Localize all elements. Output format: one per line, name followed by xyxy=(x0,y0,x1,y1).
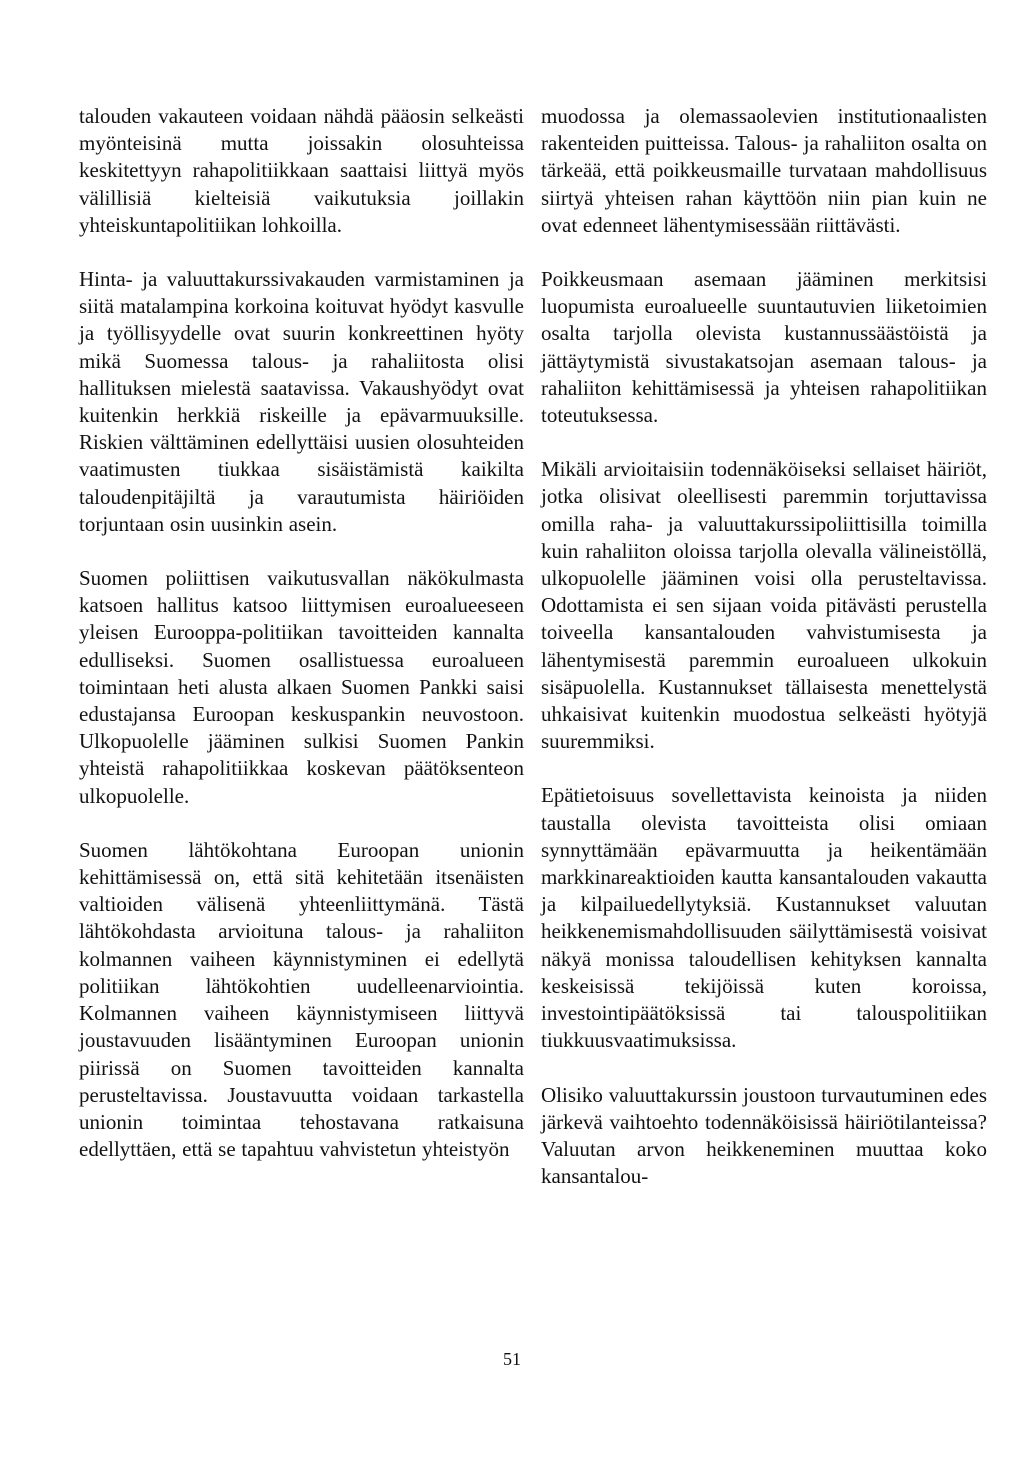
paragraph: Olisiko valuuttakurssin joustoon turvautuminen edes järkevä vaihtoehto todennäköisissä häiriötilanteissa? Valuutan arvon heikkeneminen muuttaa koko kansantalou- xyxy=(541,1082,987,1189)
paragraph: muodossa ja olemassaolevien institutionaalisten rakenteiden puitteissa. Talous- ja rahaliiton osalta on tärkeää, että poikkeusmaille turvataan mahdollisuus siirtyä yhteisen rahan käyttöön niin pian kuin ne ovat edenneet lähentymisessään riittävästi. xyxy=(541,104,987,237)
paragraph: Suomen lähtökohtana Euroopan unionin kehittämisessä on, että sitä kehitetään itsenäisten valtioiden välisenä yhteenliittymänä. Tästä lähtökohdasta arvioituna talous- ja rahaliiton kolmannen vaiheen käynnistyminen ei edellytä politiikan lähtökohtien uudelleenarviointia. Kolmannen vaiheen käynnistymiseen liittyvä joustavuuden lisääntyminen Euroopan unionin piirissä on Suomen tavoitteiden kannalta perusteltavissa. Joustavuutta voidaan tarkastella unionin toimintaa tehostavana ratkaisuna edellyttäen, että se tapahtuu vahvistetun yhteistyön xyxy=(79,837,524,1162)
paragraph: Poikkeusmaan asemaan jääminen merkitsisi luopumista euroalueelle suuntautuvien liiketoimien osalta tarjolla olevista kustannussäästöistä ja jättäytymistä sivustakatsojan asemaan talous- ja rahaliiton kehittämisessä ja yhteisen rahapolitiikan toteutuksessa. xyxy=(541,267,987,428)
paragraph: talouden vakauteen voidaan nähdä pääosin selkeästi myönteisinä mutta joissakin olosuhteissa keskitettyyn rahapolitiikkaan saattaisi liittyä myös välillisiä kielteisiä vaikutuksia joillakin yhteiskuntapolitiikan lohkoilla. xyxy=(79,104,524,237)
page-number: 51 xyxy=(503,1349,521,1369)
right-text-column xyxy=(541,103,987,1190)
left-text-column xyxy=(79,103,524,1163)
paragraph: Suomen poliittisen vaikutusvallan näkökulmasta katsoen hallitus katsoo liittymisen euroalueeseen yleisen Eurooppa-politiikan tavoitteiden kannalta edulliseksi. Suomen osallistuessa euroalueen toimintaan heti alusta alkaen Suomen Pankki saisi edustajansa Euroopan keskuspankin neuvostoon. Ulkopuolelle jääminen sulkisi Suomen Pankin yhteistä rahapolitiikkaa koskevan päätöksenteon ulkopuolelle. xyxy=(79,566,524,808)
paragraph: Mikäli arvioitaisiin todennäköiseksi sellaiset häiriöt, jotka olisivat oleellisesti paremmin torjuttavissa omilla raha- ja valuuttakurssipoliittisilla toimilla kuin rahaliiton oloissa tarjolla olevalla välineistöllä, ulkopuolelle jääminen voisi olla perusteltavissa. Odottamista ei sen sijaan voida pitävästi perustella toiveella kansantalouden vahvistumisesta ja lähentymisestä paremmin euroalueen ulkokuin sisäpuolella. Kustannukset tällaisesta menettelystä uhkaisivat kuitenkin muodostua selkeästi hyötyjä suuremmiksi. xyxy=(541,457,987,754)
paragraph: Hinta- ja valuuttakurssivakauden varmistaminen ja siitä matalampina korkoina koituvat hyödyt kasvulle ja työllisyydelle ovat suurin konkreettinen hyöty mikä Suomessa talous- ja rahaliitosta olisi hallituksen mielestä saatavissa. Vakaushyödyt ovat kuitenkin herkkiä riskeille ja epävarmuuksille. Riskien välttäminen edellyttäisi uusien olosuhteiden vaatimusten tiukkaa sisäistämistä kaikilta taloudenpitäjiltä ja varautumista häiriöiden torjuntaan osin uusinkin asein. xyxy=(79,267,524,536)
paragraph: Epätietoisuus sovellettavista keinoista ja niiden taustalla olevista tavoitteista olisi omiaan synnyttämään epävarmuutta ja heikentämään markkinareaktioiden kautta kansantalouden vakautta ja kilpailuedellytyksiä. Kustannukset valuutan heikkenemismahdollisuuden säilyttämisestä voisivat näkyä monissa taloudellisen kehityksen kannalta keskeisissä tekijöissä kuten koroissa, investointipäätöksissä tai talouspolitiikan tiukkuusvaatimuksissa. xyxy=(541,783,987,1053)
